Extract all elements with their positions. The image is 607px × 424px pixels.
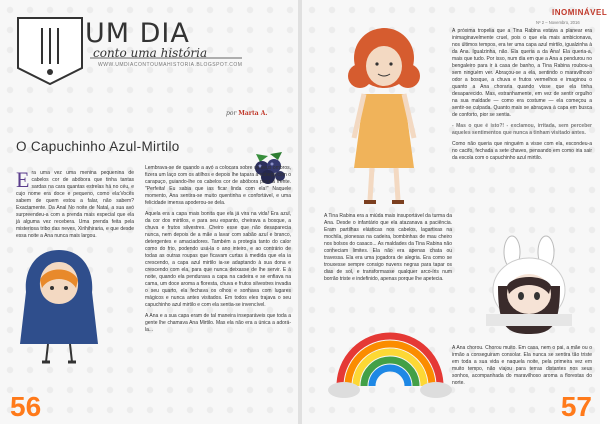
story-column-5	[452, 345, 592, 391]
right-page	[302, 0, 607, 424]
magazine-name: INOMINÁVEL	[552, 8, 607, 17]
story-column-4	[452, 28, 592, 166]
logo-subtitle: conto uma história	[93, 46, 208, 60]
story-paragraph: Como não queria que ninguém a visse com ela, escondeu-a no cacifo, fechada a sete chaves, pensando em como iria sair da escola com o capuchinho azul mirtilo.	[452, 141, 592, 161]
byline-prefix: por	[226, 110, 237, 117]
story-title: O Capuchinho Azul-Mirtilo	[16, 139, 180, 154]
logo-url: WWW.UMDIACONTOUMAHISTORIA.BLOGSPOT.COM	[98, 62, 243, 68]
issue-info: Nº 2 – Novembro, 2016	[536, 20, 580, 25]
drop-cap: E	[16, 167, 30, 192]
story-paragraph: A Ana e a sua capa eram de tal maneira inseparáveis que toda a gente lhe chamava Ana Mirtilo. Mas ela não era a única a adorá-la...	[145, 313, 291, 333]
story-paragraph: Aquela era a capa mais bonita que ela já vira na vida! Era azul, da cor dos mirtilos, e para seu espanto, cheirava a bosque, a chuva e frutos silvestres. Cheiro esse que não desaparecia nunca, nem depois de a mãe a lavar com sabão azul e branco, detergentes e amaciadores. Também a protegia tanto do calor como do frio, podendo usá-la o ano inteiro, e ao contrário de todas as outras roupas que ficavam curtas à medida que ela ia crescendo, a capa azul mirtilo ia-se adaptando à sua dona e crescendo com ela, para que nunca deixasse de lhe servir. E à noite, quando ela pendurava a capa na cadeira e se enfiava na cama, um doce aroma a floresta, chuva e frutos silvestres invadia o seu quarto, ela fechava os olhos e sonhava com lugares mágicos e nunca antes visitados. Em todos eles trajava o seu capuchinho azul mirtilo e com ela sentia-se invencível.	[145, 211, 291, 308]
logo-title: UM DIA	[85, 18, 190, 49]
dialogue-text: - Mas o que é isto?! - exclamou, irritada, sem perceber aqueles sentimentos que nunca a tinham visitado antes.	[452, 123, 592, 136]
left-page	[0, 0, 298, 424]
byline	[226, 110, 267, 117]
page-number-right: 57	[560, 391, 592, 422]
story-paragraph: A Ana chorou. Chorou muito. Em casa, nem o pai, a mãe ou o irmão a conseguiram consolar. Ela nunca se sentira tão triste em toda a sua vida e naquela noite, pela primeira vez em muito tempo, não viajou para terras distantes nos seus sonhos, acompanhada do maravilhoso aroma a florestas do norte.	[452, 345, 592, 386]
rainbow-illustration	[324, 306, 456, 402]
blue-hood-girl-illustration	[6, 240, 112, 365]
story-paragraph	[452, 123, 592, 137]
red-haired-girl-illustration	[324, 18, 444, 208]
page-number-left: 56	[10, 391, 42, 422]
author-name: Marta A.	[238, 110, 268, 117]
story-paragraph: A Tina Rabina era a miúda mais insuportável da turma da Ana. Desde o infantário que ela atazanava a paciência. Eram partilhas elásticas nos cabelos, lagartixas na mochila, pionesas na cadeira, bombinhas de mau cheiro nos bolsos do casaco... As maldades da Tina Rabina não conheciam limites. Ela não era apenas chata ou travessa. Ela era uma jogadora de alegria. Era como se trouxesse sempre consigo nuvens negras para tapar os dias de sol, e transformasse qualquer arco-íris num borrão triste e indefinido, apenas porque lhe apetecia.	[324, 213, 452, 282]
story-paragraph: Lembrava-se de quando a avó a colocara sobre os seus ombros, fizera um laço com os atilhos e depois lhe tapara a cabeça com o carapuço, guiando-lhe os cabelos cor de abóbora para a frente. "Perfeita! Eu sabia que ias ficar linda com ela!" Naquele momento, Ana sentira-se muito quentinha e confortável, e uma felicidade imensa apoderou-se dela.	[145, 165, 291, 206]
story-column-2	[145, 165, 291, 338]
bunny-hood-girl-illustration	[476, 236, 582, 342]
story-paragraph	[16, 167, 134, 240]
paragraph-text: ra uma vez uma menina pequenina de cabelos cor de abóbora que tinha tantas sardas na cara quantas estrelas há no céu, e cujo nome era doce e pequeno, como ela:Vocês sabem de quem estou a falar, não sabem? Exactamente. Da Anal No noite de Natal, a sua avó surpreendeu-a com a prenda mais especial que ela já alguma vez recebera. Uma prenda feita pela misteriosa tribo das neves, Xirihihiraria, e que desde essa noite a Ana nunca mais largou.	[16, 170, 134, 239]
story-paragraph: A próxima tropelia que a Tina Rabina estava a planear era inimaginavelmente cruel, pois o que ela mais ambicionava, nos últimos tempos, era ter uma capa azul mirtilo, igualzinha à da Ana. Igualzinha, não. Ela queria a da Ana! Ela queria-a, mais que tudo. Por isso, num dia em que a Ana a pendurou no bengaleiro para ir à casa de banho, a Tina Rabina roubou-a sem ninguém ver. Abraçou-se a ela, sentindo o maravilhoso odor a bosque, a chuva e frutos vermelhos e imaginou o quanto a Ana choraria quando visse que ela tinha desaparecido. Mas, estranhamente, em vez de sentir orgulho na sua maldade — como era costume — ela começou a sentir-se culpada. Quanto mais se abraçava à capa em busca de conforto, pior se sentia.	[452, 28, 592, 118]
story-column-1	[16, 167, 134, 244]
story-column-3	[324, 213, 452, 287]
